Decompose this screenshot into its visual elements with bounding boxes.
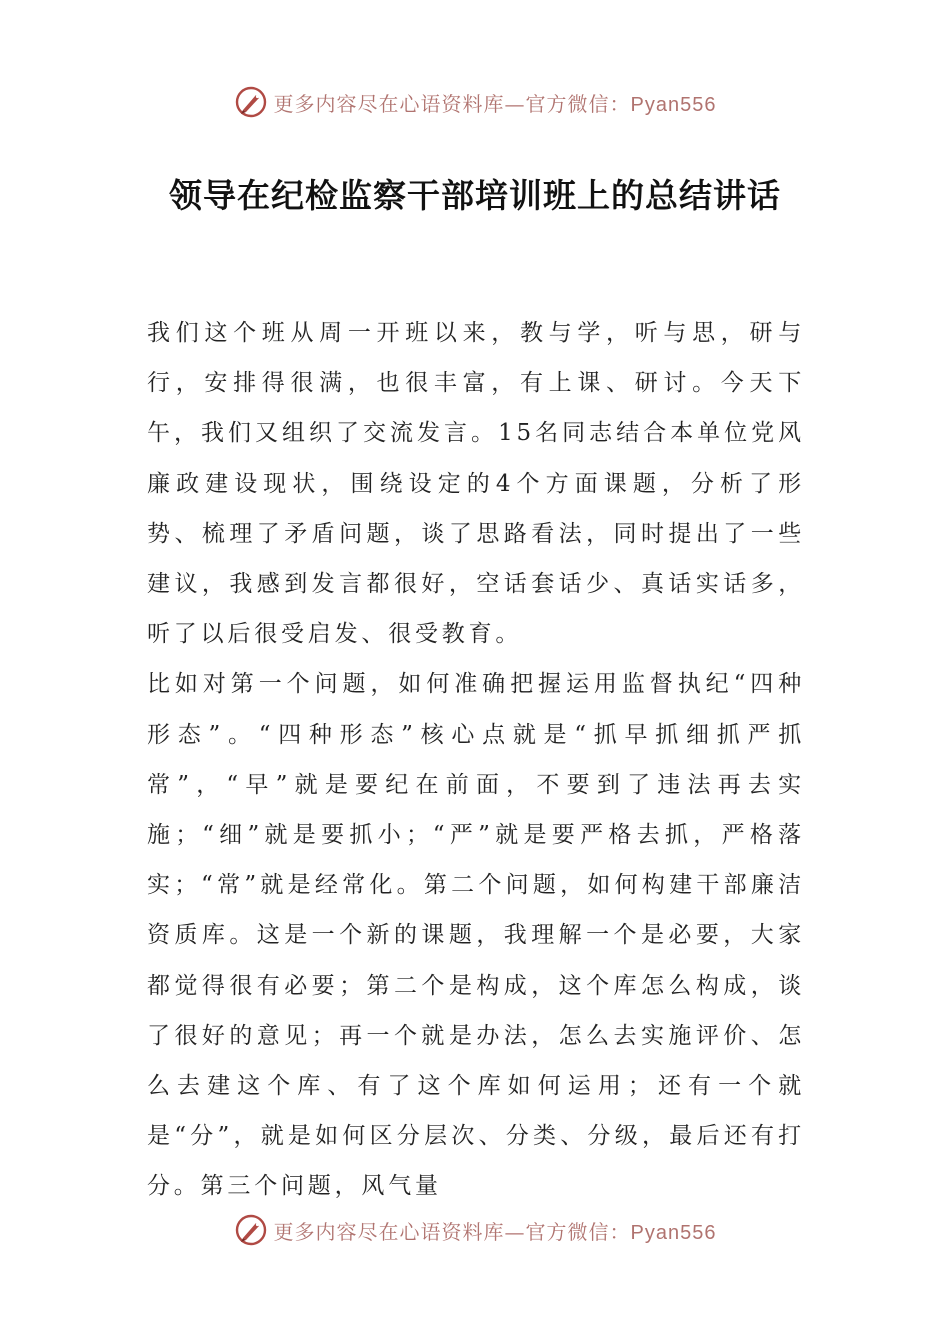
wechat-id: Pyan556 xyxy=(630,1221,717,1244)
document-body xyxy=(147,308,805,1212)
wechat-id: Pyan556 xyxy=(630,93,717,116)
watermark-banner-top xyxy=(0,82,950,122)
paragraph: 我们这个班从周一开班以来，教与学，听与思，研与行，安排得很满，也很丰富，有上课、研讨。今天下午，我们又组织了交流发言。15名同志结合本单位党风廉政建设现状，围绕设定的4个方面课题，分析了形势、梳理了矛盾问题，谈了思路看法，同时提出了一些建议，我感到发言都很好，空话套话少、真话实话多，听了以后很受启发、很受教育。 xyxy=(147,320,805,648)
paragraph: 比如对第一个问题，如何准确把握运用监督执纪“四种形态”。“四种形态”核心点就是“抓早抓细抓严抓常”，“早”就是要纪在前面，不要到了违法再去实施；“细”就是要抓小；“严”就是要严格去抓，严格落实；“常”就是经常化。第二个问题，如何构建干部廉洁资质库。这是一个新的课题，我理解一个是必要，大家都觉得很有必要；第二个是构成，这个库怎么构成，谈了很好的意见；再一个就是办法，怎么去实施评价、怎么去建这个库、有了这个库如何运用；还有一个就是“分”，就是如何区分层次、分类、分级，最后还有打分。第三个问题，风气量 xyxy=(147,671,805,1200)
watermark-text: 更多内容尽在心语资料库—官方微信：Pyan556 xyxy=(273,1219,717,1244)
watermark-banner-bottom xyxy=(0,1210,950,1250)
document-title: 领导在纪检监察干部培训班上的总结讲话 xyxy=(169,176,781,215)
pen-nib-logo-icon xyxy=(234,1213,268,1247)
pen-nib-logo-icon xyxy=(234,85,268,119)
watermark-text: 更多内容尽在心语资料库—官方微信：Pyan556 xyxy=(273,91,717,116)
